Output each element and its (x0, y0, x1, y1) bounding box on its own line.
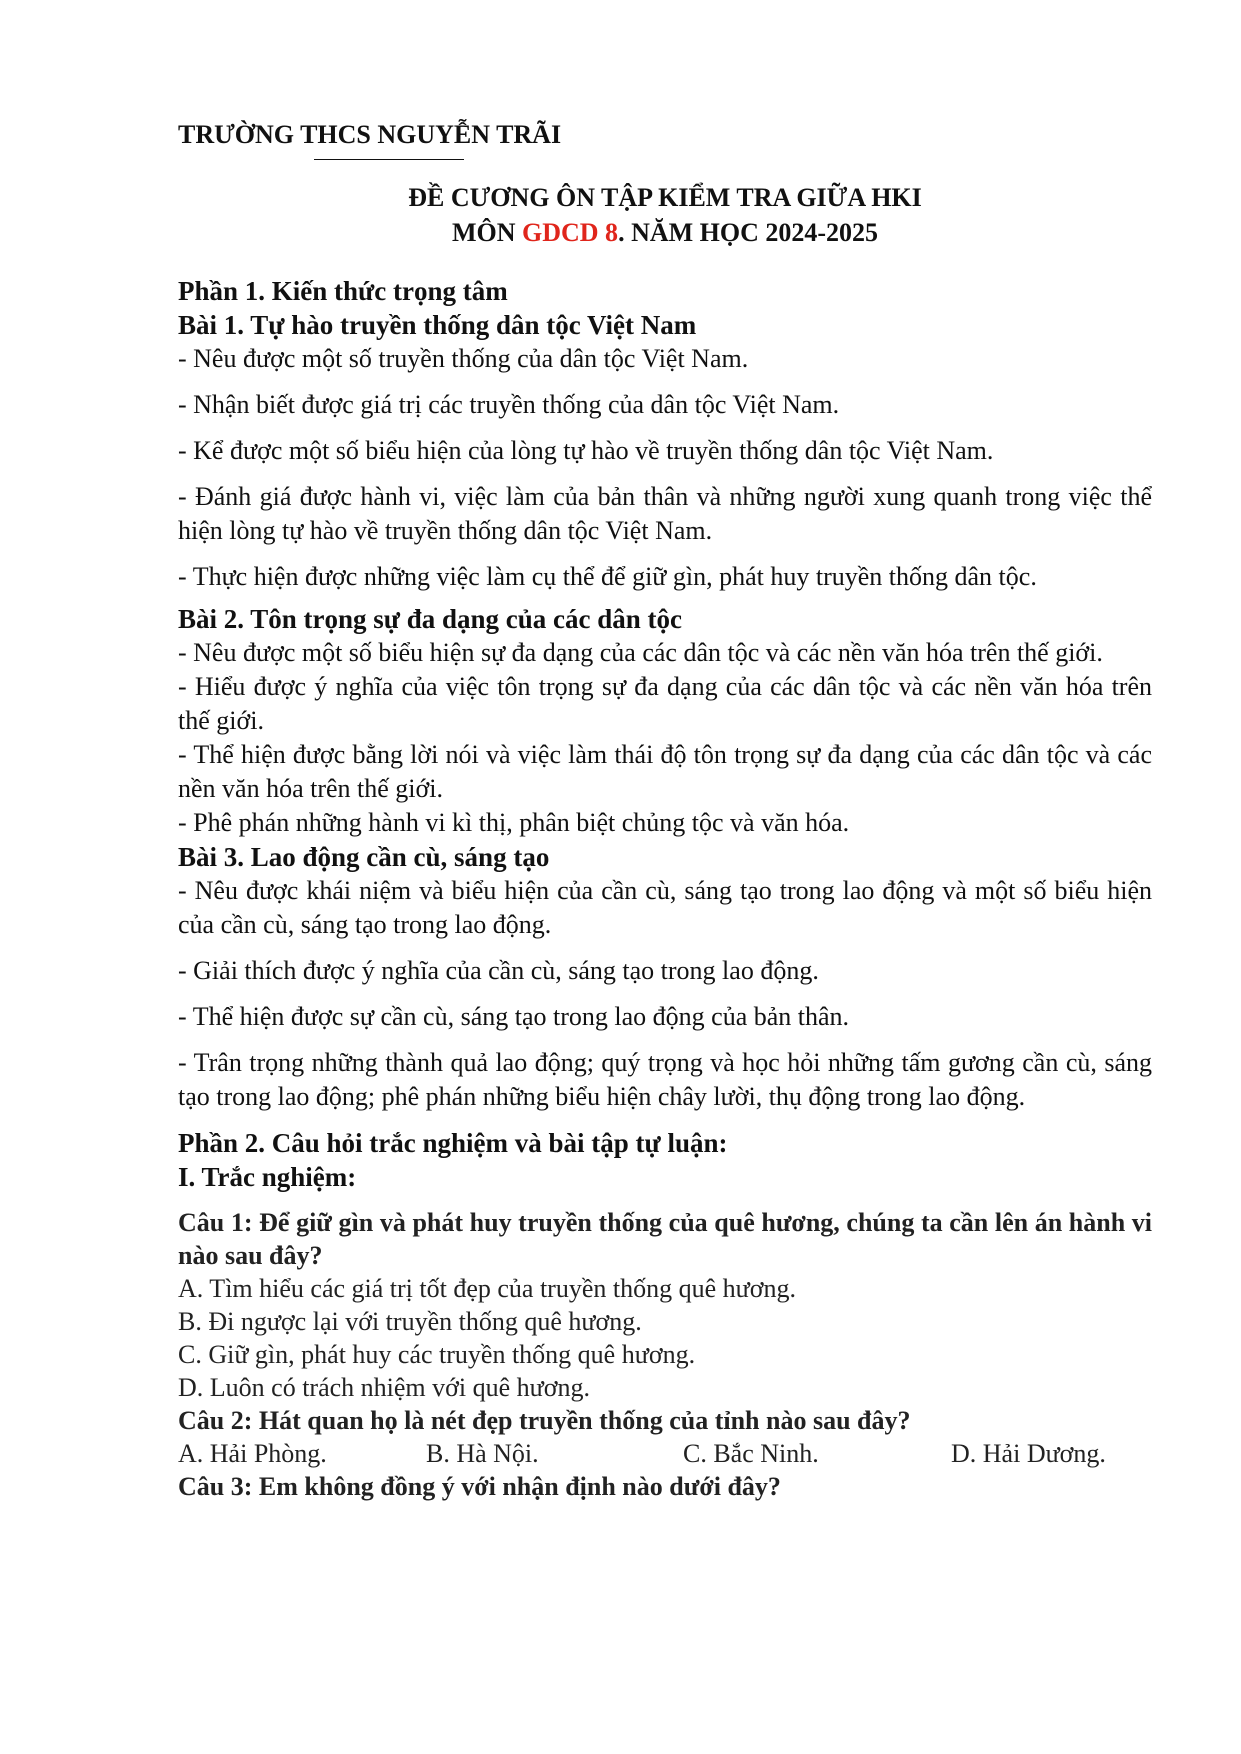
question-2-option: B. Hà Nội. (426, 1439, 539, 1468)
document-title: ĐỀ CƯƠNG ÔN TẬP KIỂM TRA GIỮA HKI (408, 183, 922, 212)
lesson1-title: Bài 1. Tự hào truyền thống dân tộc Việt Nam (178, 310, 697, 340)
lesson3-item: - Nêu được khái niệm và biểu hiện của cần cù, sáng tạo trong lao động và một số biểu hiện của cần cù, sáng tạo trong lao động. (178, 876, 1152, 939)
subtitle-prefix: MÔN (451, 218, 522, 247)
question-1-option: C. Giữ gìn, phát huy các truyền thống quê hương. (178, 1340, 696, 1369)
question-2-options (178, 1437, 1152, 1470)
subtitle-suffix: . NĂM HỌC 2024-2025 (618, 218, 879, 247)
lesson1-item: - Đánh giá được hành vi, việc làm của bản thân và những người xung quanh trong việc thể hiện lòng tự hào về truyền thống dân tộc Việt Nam. (178, 482, 1152, 545)
document-subtitle (178, 215, 1152, 250)
lesson3-title: Bài 3. Lao động cần cù, sáng tạo (178, 842, 550, 872)
lesson1-item: - Kể được một số biểu hiện của lòng tự hào về truyền thống dân tộc Việt Nam. (178, 436, 994, 465)
lesson2-item: - Thể hiện được bằng lời nói và việc làm thái độ tôn trọng sự đa dạng của các dân tộc và các nền văn hóa trên thế giới. (178, 740, 1152, 803)
question-1-option: B. Đi ngược lại với truyền thống quê hương. (178, 1307, 642, 1336)
lesson1-item: - Nêu được một số truyền thống của dân tộc Việt Nam. (178, 344, 749, 373)
question-3: Câu 3: Em không đồng ý với nhận định nào dưới đây? (178, 1472, 781, 1501)
part1-heading: Phần 1. Kiến thức trọng tâm (178, 276, 508, 306)
section-multiple-choice: I. Trắc nghiệm: (178, 1162, 357, 1192)
school-underline (314, 159, 464, 160)
lesson3-item: - Thể hiện được sự cần cù, sáng tạo trong lao động của bản thân. (178, 1002, 850, 1031)
question-1: Câu 1: Để giữ gìn và phát huy truyền thống của quê hương, chúng ta cần lên án hành vi nào sau đây? (178, 1208, 1152, 1270)
document-page (178, 118, 1152, 1503)
header-block (178, 118, 1152, 152)
question-2: Câu 2: Hát quan họ là nét đẹp truyền thống của tỉnh nào sau đây? (178, 1406, 911, 1435)
lesson1-item: - Nhận biết được giá trị các truyền thống của dân tộc Việt Nam. (178, 390, 840, 419)
question-2-option: A. Hải Phòng. (178, 1439, 327, 1468)
question-1-option: D. Luôn có trách nhiệm với quê hương. (178, 1373, 591, 1402)
subject-code: GDCD 8 (522, 218, 619, 247)
part2-heading: Phần 2. Câu hỏi trắc nghiệm và bài tập tự luận: (178, 1128, 728, 1158)
lesson2-title: Bài 2. Tôn trọng sự đa dạng của các dân tộc (178, 604, 683, 634)
lesson3-item: - Trân trọng những thành quả lao động; quý trọng và học hỏi những tấm gương cần cù, sáng tạo trong lao động; phê phán những biểu hiện chây lười, thụ động trong lao động. (178, 1048, 1152, 1111)
lesson2-item: - Phê phán những hành vi kì thị, phân biệt chủng tộc và văn hóa. (178, 808, 850, 837)
lesson2-item: - Hiểu được ý nghĩa của việc tôn trọng sự đa dạng của các dân tộc và các nền văn hóa trên thế giới. (178, 672, 1152, 735)
lesson1-item: - Thực hiện được những việc làm cụ thể để giữ gìn, phát huy truyền thống dân tộc. (178, 562, 1037, 591)
question-1-option: A. Tìm hiểu các giá trị tốt đẹp của truyền thống quê hương. (178, 1274, 796, 1303)
lesson2-item: - Nêu được một số biểu hiện sự đa dạng của các dân tộc và các nền văn hóa trên thế giới. (178, 638, 1103, 667)
question-2-option: C. Bắc Ninh. (683, 1439, 819, 1468)
question-2-option: D. Hải Dương. (951, 1439, 1106, 1468)
school-name: TRƯỜNG THCS NGUYỄN TRÃI (178, 120, 562, 149)
lesson3-item: - Giải thích được ý nghĩa của cần cù, sáng tạo trong lao động. (178, 956, 819, 985)
